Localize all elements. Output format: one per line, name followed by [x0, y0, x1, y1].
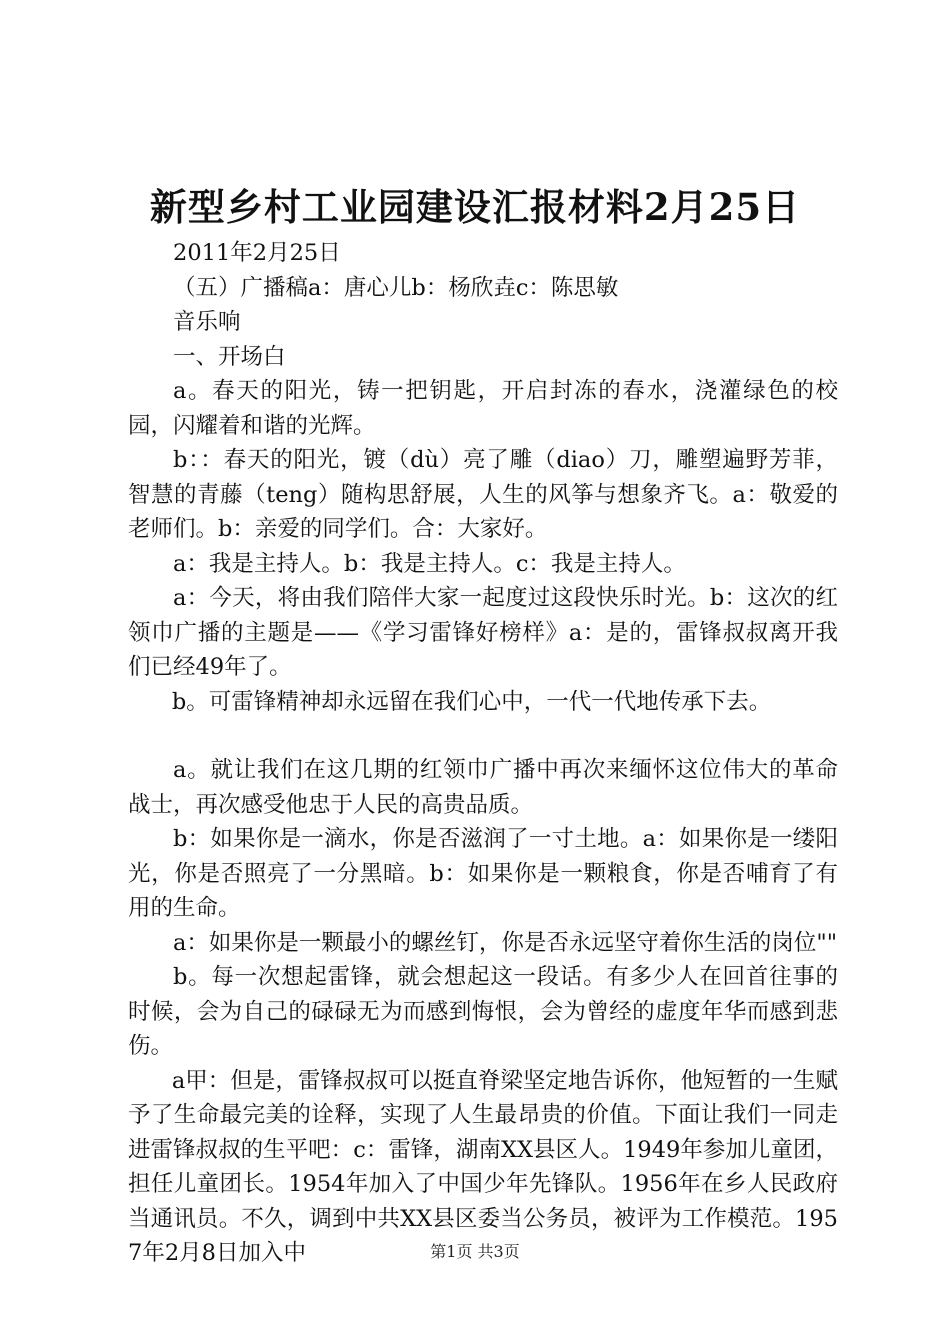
body-paragraph: b：如果你是一滴水，你是否滋润了一寸土地。a：如果你是一缕阳光，你是否照亮了一分黑暗。b：如果你是一颗粮食，你是否哺育了有用的生命。: [128, 826, 838, 921]
date-line: 2011年2月25日: [173, 240, 341, 266]
body-paragraph: a。就让我们在这几期的红领巾广播中再次来缅怀这位伟大的革命战士，再次感受他忠于人民的高贵品质。: [128, 757, 838, 818]
body-paragraph: b。每一次想起雷锋，就会想起这一段话。有多少人在回首往事的时候，会为自己的碌碌无为而感到悔恨，会为曾经的虚度年华而感到悲伤。: [128, 964, 838, 1059]
body-paragraph: a：我是主持人。b：我是主持人。c：我是主持人。: [173, 550, 686, 577]
broadcast-heading: （五）广播稿a：唐心儿b：杨欣垚c：陈思敏: [173, 274, 619, 301]
document-title: 新型乡村工业园建设汇报材料2月25日: [149, 185, 801, 229]
body-paragraph: a：今天，将由我们陪伴大家一起度过这段快乐时光。b：这次的红领巾广播的主题是——《学习雷锋好榜样》a：是的，雷锋叔叔离开我们已经49年了。: [128, 585, 838, 680]
document-body: [128, 236, 838, 1271]
body-paragraph: b。可雷锋精神却永远留在我们心中，一代一代地传承下去。: [171, 688, 772, 715]
section-heading: 一、开场白: [173, 343, 286, 370]
body-paragraph: a。春天的阳光，铸一把钥匙，开启封冻的春水，浇灌绿色的校园，闪耀着和谐的光辉。: [128, 378, 838, 439]
body-paragraph: b：：春天的阳光，镀（dù）亮了雕（diao）刀，雕塑遍野芳菲，智慧的青藤（teng）随构思舒展，人生的风筝与想象齐飞。a：敬爱的老师们。b：亲爱的同学们。合：大家好。: [128, 447, 838, 542]
body-paragraph: a甲：但是，雷锋叔叔可以挺直脊梁坚定地告诉你，他短暂的一生赋予了生命最完美的诠释，实现了人生最昂贵的价值。下面让我们一同走进雷锋叔叔的生平吧：c：雷锋，湖南XX县区人。1949年参加儿童团，担任儿童团长。1954年加入了中国少年先锋队。1956年在乡人民政府当通讯员。不久，调到中共XX县区委当公务员，被评为工作模范。1957年2月8日加入中: [128, 1067, 838, 1266]
music-cue: 音乐响: [173, 309, 241, 335]
body-paragraph: a：如果你是一颗最小的螺丝钉，你是否永远坚守着你生活的岗位"": [173, 929, 838, 956]
page-footer: 第1页 共3页: [430, 1242, 520, 1261]
